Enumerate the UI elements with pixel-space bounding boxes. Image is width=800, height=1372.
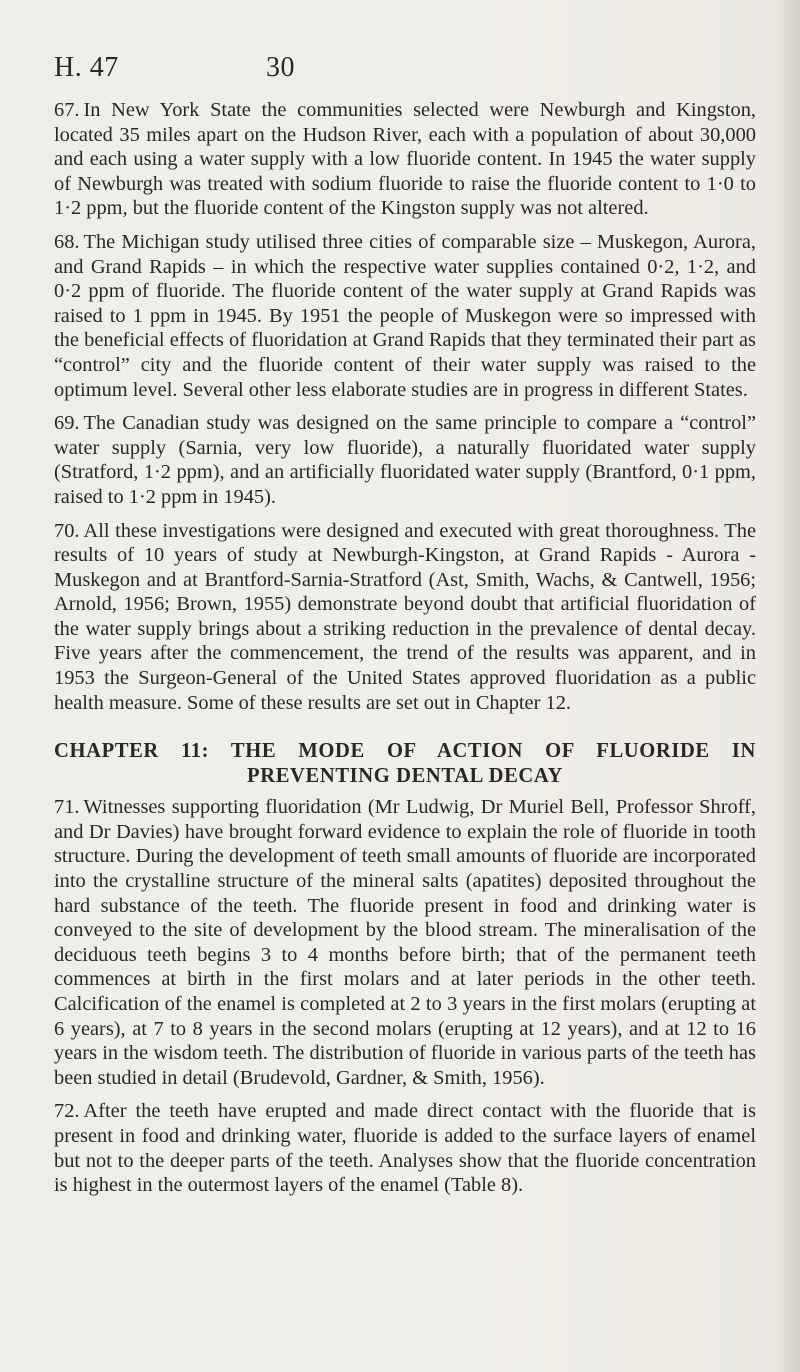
paragraph-text: The Michigan study utilised three cities of comparable size – Muskegon, Aurora, and Grand Rapids – in which the respective water supplies contained 0·2, 1·2, and 0·2 ppm of fluoride. The fluoride content of the water supply at Grand Rapids was raised to 1 ppm in 1945. By 1951 the people of Muskegon were so impressed with the beneficial effects of fluoridation at Grand Rapids that they terminated their part as “control” city and the fluoride content of their water supply was raised to the optimum level. Several other less elaborate studies are in progress in different States. xyxy=(54,230,756,401)
chapter-heading-line-2: PREVENTING DENTAL DECAY xyxy=(247,765,563,788)
page-number: 30 xyxy=(266,52,295,83)
page-edge-shadow xyxy=(778,0,800,1372)
paragraph-69 xyxy=(54,411,756,509)
chapter-heading-line-1: CHAPTER 11: THE MODE OF ACTION OF FLUORIDE IN xyxy=(54,740,756,763)
paragraph-text: After the teeth have erupted and made direct contact with the fluoride that is present in food and drinking water, fluoride is added to the surface layers of enamel but not to the deeper parts of the teeth. Analyses show that the fluoride concentration is highest in the outermost layers of the enamel (Table 8). xyxy=(54,1100,756,1197)
paragraph-text: Witnesses supporting fluoridation (Mr Ludwig, Dr Muriel Bell, Professor Shroff, and Dr Davies) have brought forward evidence to explain the role of fluoride in tooth structure. During the development of teeth small amounts of fluoride are incorporated into the crystalline structure of the mineral salts (apatites) deposited throughout the hard substance of the teeth. The fluoride present in food and drinking water is conveyed to the site of development by the blood stream. The mineralisation of the deciduous teeth begins 3 to 4 months before birth; that of the permanent teeth commences at birth in the first molars and at later periods in the other teeth. Calcification of the enamel is completed at 2 to 3 years in the first molars (erupting at 6 years), at 7 to 8 years in the second molars (erupting at 12 years), and at 12 to 16 years in the wisdom teeth. The distribution of fluoride in various parts of the teeth has been studied in detail (Brudevold, Gardner, & Smith, 1956). xyxy=(54,796,756,1089)
paragraph-number: 71. xyxy=(54,796,80,819)
paragraph-text: All these investigations were designed and executed with great thoroughness. The results of 10 years of study at Newburgh-Kingston, at Grand Rapids - Aurora - Muskegon and at Brantford-Sarnia-Stratford (Ast, Smith, Wachs, & Cantwell, 1956; Arnold, 1956; Brown, 1955) demonstrate beyond doubt that artificial fluoridation of the water supply brings about a striking reduction in the prevalence of dental decay. Five years after the commencement, the trend of the results was apparent, and in 1953 the Surgeon-General of the United States approved fluoridation as a public health measure. Some of these results are set out in Chapter 12. xyxy=(54,519,756,714)
paragraph-text: The Canadian study was designed on the same principle to compare a “control” water supply (Sarnia, very low fluoride), a naturally fluoridated water supply (Stratford, 1·2 ppm), and an artificially fluoridated water supply (Brantford, 0·1 ppm, raised to 1·2 ppm in 1945). xyxy=(54,412,756,508)
page-body xyxy=(54,98,756,1207)
paragraph-number: 68. xyxy=(54,230,80,253)
paragraph-number: 72. xyxy=(54,1100,80,1123)
paragraph-70 xyxy=(54,519,756,716)
chapter-heading xyxy=(54,739,756,789)
paragraph-text: In New York State the communities selected were Newburgh and Kingston, located 35 miles apart on the Hudson River, each with a population of about 30,000 and each using a water supply with a low fluoride content. In 1945 the water supply of Newburgh was treated with sodium fluoride to raise the fluoride content to 1·0 to 1·2 ppm, but the fluoride content of the Kingston supply was not altered. xyxy=(54,99,756,220)
paragraph-number: 69. xyxy=(54,412,80,435)
paragraph-72 xyxy=(54,1099,756,1197)
paragraph-number: 67. xyxy=(54,99,80,121)
page-header xyxy=(54,52,754,92)
paragraph-67 xyxy=(54,98,756,221)
paragraph-number: 70. xyxy=(54,519,80,542)
paragraph-71 xyxy=(54,795,756,1090)
paragraph-68 xyxy=(54,230,756,402)
page-code: H. 47 xyxy=(54,52,119,83)
